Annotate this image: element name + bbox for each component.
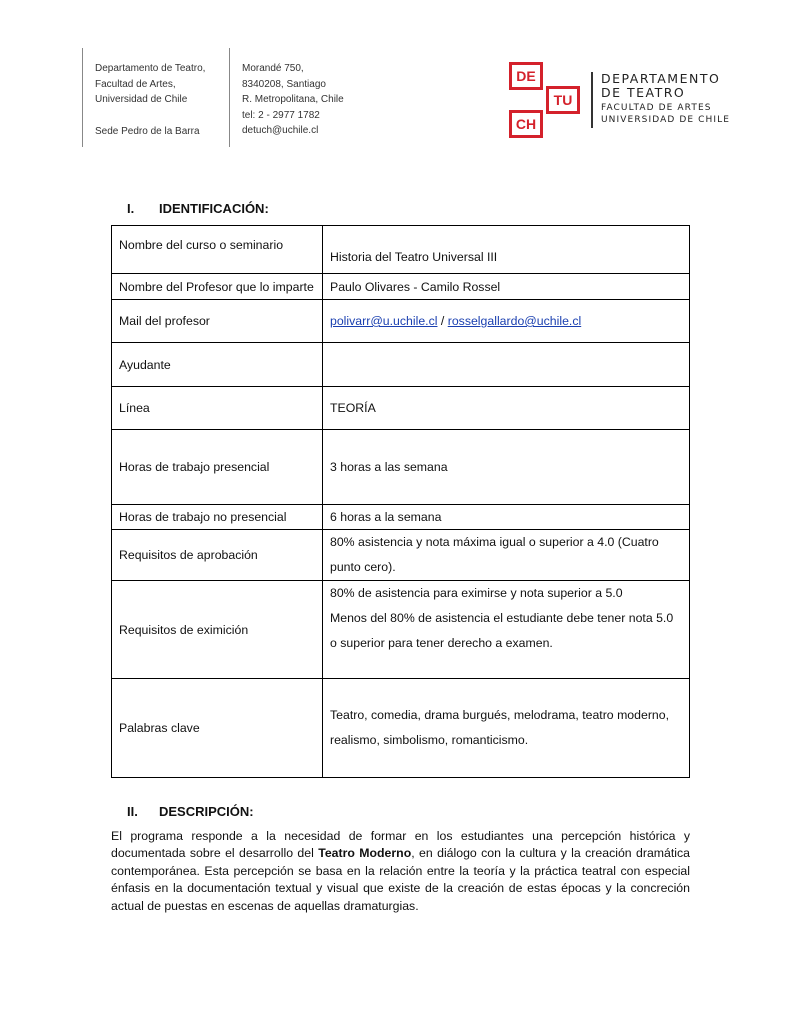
palabras-value xyxy=(323,679,690,778)
table-row xyxy=(112,581,690,679)
section-descripcion-heading xyxy=(127,804,254,819)
aprobacion-value xyxy=(323,530,690,581)
detuch-logo xyxy=(509,62,587,138)
email-line: detuch@uchile.cl xyxy=(242,125,319,136)
ayudante-label: Ayudante xyxy=(112,343,323,387)
curso-label: Nombre del curso o seminario xyxy=(119,238,284,252)
table-row xyxy=(112,274,690,300)
aprobacion-label: Requisitos de aprobación xyxy=(112,530,323,581)
no-presencial-value: 6 horas a la semana xyxy=(323,505,690,530)
row-label xyxy=(112,226,323,274)
section-number: II. xyxy=(127,804,138,819)
header-address xyxy=(242,61,344,139)
address-line: 8340208, Santiago xyxy=(242,78,326,90)
address-line: Morandé 750, xyxy=(242,63,304,74)
phone-line: tel: 2 - 2977 1782 xyxy=(242,109,320,121)
mail-separator: / xyxy=(437,314,448,328)
eximicion-label: Requisitos de eximición xyxy=(112,581,323,679)
header-divider-mid xyxy=(229,48,230,147)
presencial-label: Horas de trabajo presencial xyxy=(112,430,323,505)
mail-link-rossel[interactable]: rosselgallardo@uchile.cl xyxy=(447,314,582,328)
linea-value: TEORÍA xyxy=(323,387,690,430)
institution-line: Departamento de Teatro, xyxy=(95,63,206,74)
institution-line: Facultad de Artes, xyxy=(95,78,176,90)
description-text: , en diálogo con la cultura y la creación dramática contemporánea. Esta percepción se basa en la relación entre la teoría y la práctica teatral con especial énfasis en la documentación textual y visual que existe de la creación de estas épocas y la concreción actual de puestas en escenas de aquellas dramaturgias. xyxy=(111,846,691,913)
eximicion-line-1: 80% de asistencia para eximirse y nota superior a 5.0 xyxy=(330,586,623,600)
palabras-label: Palabras clave xyxy=(112,679,323,778)
identification-table xyxy=(111,225,690,778)
profesor-value: Paulo Olivares - Camilo Rossel xyxy=(323,274,690,300)
address-line: R. Metropolitana, Chile xyxy=(242,94,344,105)
description-paragraph xyxy=(111,828,690,915)
profesor-label: Nombre del Profesor que lo imparte xyxy=(112,274,323,300)
header-divider-left xyxy=(82,48,83,147)
presencial-value: 3 horas a las semana xyxy=(323,430,690,505)
table-row xyxy=(112,387,690,430)
logo-line-universidad: UNIVERSIDAD DE CHILE xyxy=(601,115,731,125)
description-bold-term: Teatro Moderno xyxy=(318,846,412,861)
ayudante-value xyxy=(323,343,690,387)
mail-value xyxy=(323,300,690,343)
logo-line-facultad: FACULTAD DE ARTES xyxy=(601,103,712,113)
sede-name: Sede Pedro de la Barra xyxy=(95,125,200,137)
table-row xyxy=(112,430,690,505)
curso-value: Historia del Teatro Universal III xyxy=(330,249,498,264)
table-row xyxy=(112,679,690,778)
table-row xyxy=(112,530,690,581)
section-title: IDENTIFICACIÓN: xyxy=(159,201,269,216)
table-row xyxy=(112,505,690,530)
section-number: I. xyxy=(127,201,135,216)
logo-cell-de: DE xyxy=(509,62,543,90)
logo-line-departamento: DEPARTAMENTO xyxy=(601,71,721,86)
linea-label: Línea xyxy=(112,387,323,430)
table-row xyxy=(112,300,690,343)
row-value xyxy=(323,226,690,274)
section-title: DESCRIPCIÓN: xyxy=(159,804,254,819)
no-presencial-label: Horas de trabajo no presencial xyxy=(112,505,323,530)
section-identificacion-heading xyxy=(127,201,269,216)
logo-wordmark xyxy=(601,72,730,126)
eximicion-line-2: Menos del 80% de asistencia el estudiante debe tener nota 5.0 o superior para tener derecho a examen. xyxy=(330,611,674,650)
table-row xyxy=(112,226,690,274)
table-row xyxy=(112,343,690,387)
mail-label: Mail del profesor xyxy=(112,300,323,343)
palabras-text: Teatro, comedia, drama burgués, melodrama, teatro moderno, realismo, simbolismo, romanticismo. xyxy=(330,708,670,747)
institution-line: Universidad de Chile xyxy=(95,94,188,105)
aprobacion-text: 80% asistencia y nota máxima igual o superior a 4.0 (Cuatro punto cero). xyxy=(330,535,659,574)
logo-cell-ch: CH xyxy=(509,110,543,138)
logo-cell-tu: TU xyxy=(546,86,580,114)
eximicion-value xyxy=(323,581,690,679)
logo-divider xyxy=(591,72,593,128)
mail-link-olivares[interactable]: polivarr@u.uchile.cl xyxy=(330,314,438,328)
description-text: El programa responde a la necesidad de formar en los estudiantes una percepción histórica y documentada sobre el desarrollo del xyxy=(111,829,690,861)
header-institution xyxy=(95,61,205,139)
logo-line-de-teatro: DE TEATRO xyxy=(601,85,686,100)
